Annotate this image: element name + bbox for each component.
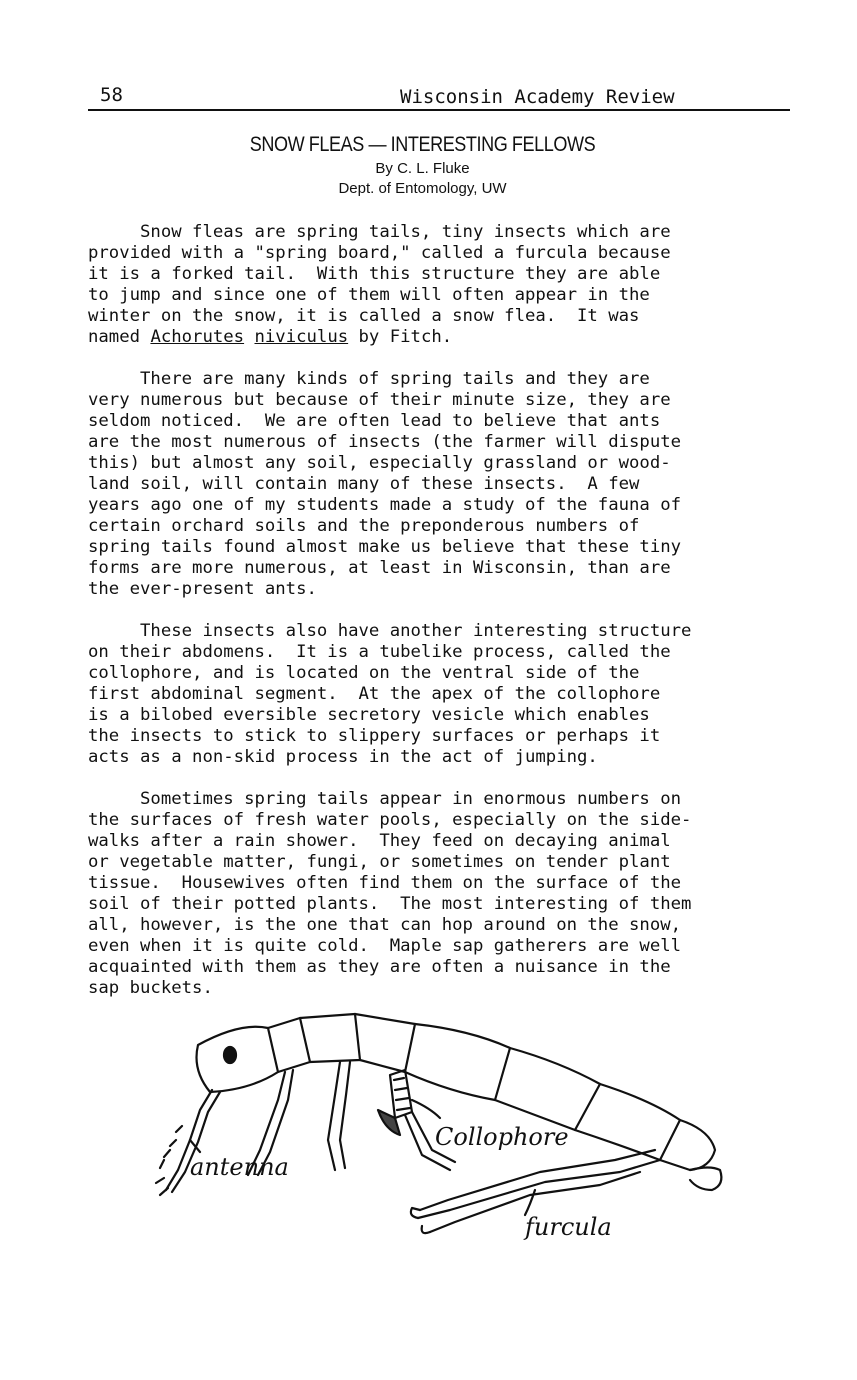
springtail-illustration bbox=[150, 1000, 750, 1260]
paragraph-4: Sometimes spring tails appear in enormous numbers on the surfaces of fresh water pools, especially on the side- walks after a rain shower. They feed on decaying animal or vegetable matter, fungi, or sometimes on tender plant tissue. Housewives often find them on the surface of the soil of their potted plants. The most interesting of them all, however, is the one that can hop around on the snow, even when it is quite cold. Maple sap gatherers are well acquainted with them as they are often a nuisance in the sap buckets. bbox=[88, 789, 692, 998]
p1-line: provided with a "spring board," called a furcula because bbox=[88, 243, 671, 263]
p1-line: named bbox=[88, 327, 151, 347]
paragraph-3: These insects also have another interesting structure on their abdomens. It is a tubelike process, called the collophore, and is located on the ventral side of the first abdominal segment. At the apex of the collophore is a bilobed eversible secretory vesicle which enables the insects to stick to slippery surfaces or perhaps it acts as a non-skid process in the act of jumping. bbox=[88, 621, 692, 767]
paragraph-1 bbox=[88, 222, 818, 348]
p1-line: winter on the snow, it is called a snow flea. It was bbox=[88, 306, 640, 326]
antenna-label: antenna bbox=[190, 1153, 289, 1181]
p1-space bbox=[244, 327, 254, 347]
furcula-label: furcula bbox=[525, 1213, 612, 1241]
header-rule bbox=[88, 109, 790, 111]
species-name: niviculus bbox=[254, 327, 349, 347]
page-number: 58 bbox=[100, 84, 123, 106]
p1-line-end: by Fitch. bbox=[348, 327, 453, 347]
journal-title: Wisconsin Academy Review bbox=[400, 86, 675, 108]
p1-line: Snow fleas are spring tails, tiny insects which are bbox=[88, 222, 671, 242]
article-byline: By C. L. Fluke bbox=[375, 160, 470, 177]
article-title: SNOW FLEAS — INTERESTING FELLOWS bbox=[249, 133, 596, 156]
p1-line: to jump and since one of them will often appear in the bbox=[88, 285, 650, 305]
genus-name: Achorutes bbox=[150, 327, 245, 347]
collophore-label: Collophore bbox=[435, 1123, 569, 1151]
author-department: Dept. of Entomology, UW bbox=[338, 180, 507, 197]
article-body bbox=[88, 222, 818, 1020]
p1-line: it is a forked tail. With this structure they are able bbox=[88, 264, 661, 284]
paragraph-2: There are many kinds of spring tails and they are very numerous but because of their minute size, they are seldom noticed. We are often lead to believe that ants are the most numerous of insects (the farmer will dispute this) but almost any soil, especially grassland or wood- land soil, will contain many of these insects. A few years ago one of my students made a study of the fauna of certain orchard soils and the preponderous numbers of spring tails found almost make us believe that these tiny forms are more numerous, at least in Wisconsin, than are the ever-present ants. bbox=[88, 369, 682, 599]
